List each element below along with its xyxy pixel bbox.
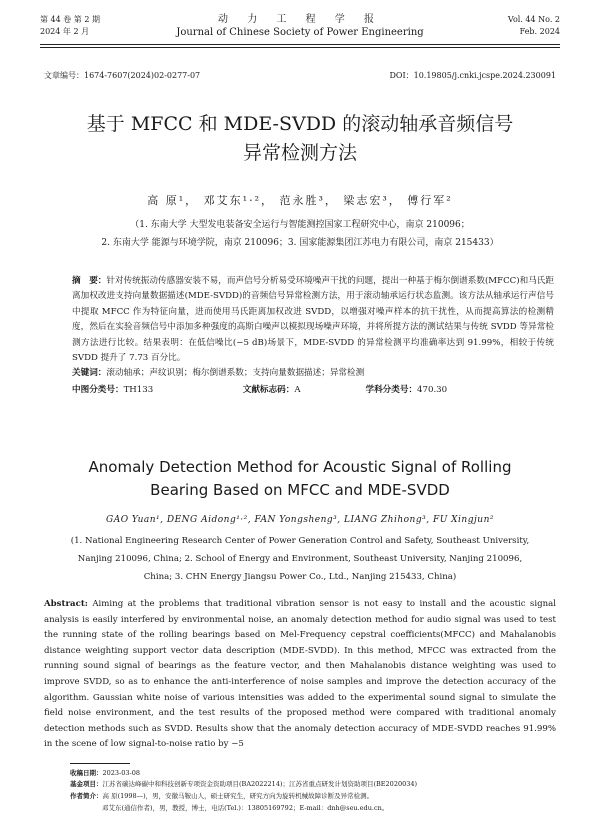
clc-number: TH133 bbox=[123, 385, 154, 395]
keywords-cn-label: 关键词： bbox=[72, 368, 107, 378]
authors-en: GAO Yuan¹, DENG Aidong¹·², FAN Yongsheng³, LIANG Zhihong³, FU Xingjun² bbox=[106, 515, 494, 525]
date-cn: 2024 年 2 月 bbox=[40, 27, 90, 36]
authors-cn: 高 原¹， 邓艾东¹·²， 范永胜³， 梁志宏³， 傅行军² bbox=[147, 194, 453, 207]
title-en bbox=[30, 456, 570, 502]
keywords-cn bbox=[72, 366, 554, 378]
title-cn-line2: 异常检测方法 bbox=[242, 142, 357, 164]
title-en-line2: Bearing Based on MFCC and MDE-SVDD bbox=[150, 481, 450, 499]
footnote-received bbox=[70, 768, 556, 778]
footnote-fund bbox=[70, 779, 556, 789]
footnote-bio bbox=[70, 791, 556, 801]
date-en: Feb. 2024 bbox=[519, 27, 560, 36]
bio-text: 高 原(1998—)，男，安徽马鞍山人，硕士研究生，研究方向为旋转机械故障诊断及异常检测。 bbox=[102, 792, 374, 800]
affiliation-en-line2: Nanjing 210096, China; 2. School of Energy and Environment, Southeast University, Nanjing 210096, bbox=[77, 554, 523, 564]
title-en-line1: Anomaly Detection Method for Acoustic Signal of Rolling bbox=[88, 458, 512, 476]
header-rule-top bbox=[40, 44, 560, 45]
abstract-cn-text: 针对传统振动传感器安装不易，而声信号分析易受环境噪声干扰的问题，提出一种基于梅尔倒谱系数(MFCC)和马氏距离加权改进支持向量数据描述(MDE-SVDD)的音频信号异常检测方法，用于滚动轴承运行状态监测。该方法从轴承运行声信号中提取 MFCC 作为特征向量，进而使用马氏距离加权改进 SVDD，以增强对噪声样本的抗干扰性，从而提高算法的检测精度，然后在实验音频信号中添加多种强度的高斯白噪声以模拟现场噪声环境，并将所提方法的测试结果与传统 SVDD 等异常检测方法进行比较。结果表明：在低信噪比(−5 dB)场景下，MDE-SVDD 的异常检测平均准确率达到 91.99%，相较于传统 SVDD 提升了 7.73 百分比。 bbox=[72, 276, 554, 364]
subject-label: 学科分类号： bbox=[365, 385, 418, 395]
abstract-en bbox=[44, 597, 556, 753]
doc-code-label: 文献标志码： bbox=[242, 385, 295, 395]
keywords-cn-text: 滚动轴承；声纹识别；梅尔倒谱系数；支持向量数据描述；异常检测 bbox=[106, 368, 365, 378]
running-header bbox=[40, 14, 560, 44]
journal-name-cn: 动 力 工 程 学 报 bbox=[218, 14, 382, 25]
abstract-cn bbox=[72, 274, 554, 366]
title-cn bbox=[30, 110, 570, 168]
header-center bbox=[40, 14, 560, 39]
article-id: 文章编号：1674-7607(2024)02-0277-07 bbox=[44, 71, 201, 80]
journal-name-en: Journal of Chinese Society of Power Engineering bbox=[176, 27, 424, 38]
volume-en: Vol. 44 No. 2 bbox=[507, 15, 560, 24]
abstract-en-label: Abstract: bbox=[44, 599, 88, 609]
abstract-cn-label: 摘 要： bbox=[72, 276, 107, 286]
fund-label: 基金项目： bbox=[70, 780, 103, 788]
subject-code: 470.30 bbox=[417, 385, 448, 395]
affiliation-cn-line2: 2. 东南大学 能源与环境学院，南京 210096；3. 国家能源集团江苏电力有限公司，南京 215433） bbox=[101, 238, 499, 248]
footnote-corresponding: 邓艾东(通信作者)，男，教授，博士，电话(Tel.)：13805169792；E-mail：dnh@seu.edu.cn。 bbox=[102, 804, 389, 812]
bio-label: 作者简介： bbox=[70, 792, 103, 800]
fund-text: 江苏省碳达峰碳中和科技创新专项资金资助项目(BA2022214)；江苏省重点研发计划资助项目(BE2020034) bbox=[102, 780, 418, 788]
footnote-rule bbox=[70, 763, 130, 764]
received-date: 2023-03-08 bbox=[102, 769, 140, 777]
doc-code: A bbox=[294, 385, 301, 395]
received-label: 收稿日期： bbox=[70, 769, 103, 777]
affiliation-en bbox=[40, 532, 560, 586]
affiliation-en-line1: (1. National Engineering Research Center of Power Generation Control and Safety, Southeast University, bbox=[70, 536, 530, 546]
clc-label: 中图分类号： bbox=[72, 385, 124, 395]
affiliation-en-line3: China; 3. CHN Energy Jiangsu Power Co., Ltd., Nanjing 215433, China) bbox=[143, 572, 457, 582]
classification-line bbox=[72, 383, 554, 395]
doi: DOI：10.19805/j.cnki.jcspe.2024.230091 bbox=[389, 71, 556, 80]
title-cn-line1: 基于 MFCC 和 MDE-SVDD 的滚动轴承音频信号 bbox=[86, 113, 514, 135]
abstract-en-text: Aiming at the problems that traditional vibration sensor is not easy to install and the acoustic signal analysis is easily interfered by environmental noise, an anomaly detection method for audio signal was used to test the running state of the rolling bearings based on Mel-Frequency cepstral coefficients(MFCC) and Mahalanobis distance weighting support vector data description (MDE-SVDD). In this method, MFCC was extracted from the running sound signal of bearings as the feature vector, and then Mahalanobis distance weighting was used to improve SVDD, so as to enhance the anti-interference of noise samples and improve the detection accuracy of the algorithm. Gaussian white noise of various intensities was added to the experimental sound signal to simulate the field noise environment, and the test results of the proposed method were compared with traditional anomaly detection methods such as SVDD. Results show that the anomaly detection accuracy of MDE-SVDD reaches 91.99% in the scene of low signal-to-noise ratio by −5 bbox=[44, 599, 556, 750]
header-right bbox=[508, 14, 560, 38]
affiliation-cn-line1: （1. 东南大学 大型发电装备安全运行与智能测控国家工程研究中心，南京 210096； bbox=[130, 220, 470, 230]
header-rule-bottom bbox=[40, 47, 560, 48]
volume-cn: 第 44 卷 第 2 期 bbox=[40, 15, 100, 24]
